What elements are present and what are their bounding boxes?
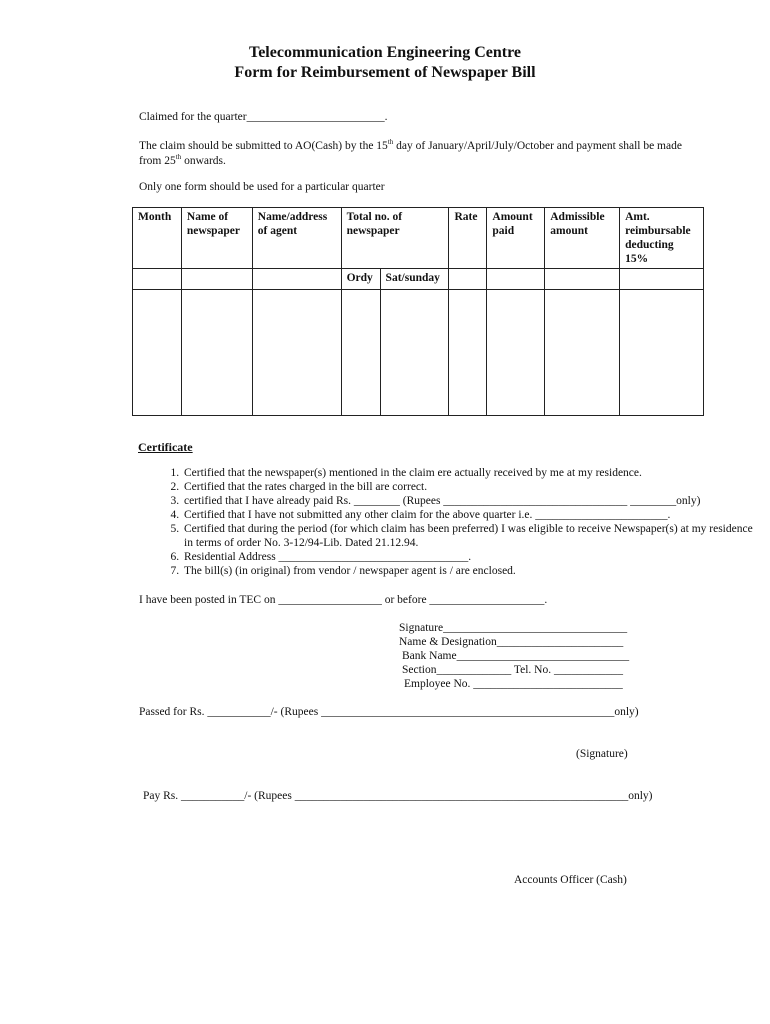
submission-instruction-line1: [139, 138, 682, 152]
col-ordy: Ordy: [341, 269, 380, 290]
entry-amount-paid[interactable]: [487, 290, 545, 416]
certificate-item: 5. Certified that during the period (for which claim has been preferred) I was eligible to receive Newspaper(s) at my residence in terms of order No. 3-12/94-Lib. Dated 21.12.94.: [182, 522, 762, 550]
cell-blank: [181, 269, 252, 290]
name-designation-field: Name & Designation______________________: [399, 636, 624, 648]
certificate-heading: Certificate: [138, 440, 193, 454]
signature-block: [399, 621, 629, 691]
submission-text-b: day of January/April/July/October and payment shall be made: [393, 139, 682, 152]
col-newspaper-name: Name of newspaper: [181, 208, 252, 269]
cell-blank: [620, 269, 704, 290]
entry-ordy[interactable]: [341, 290, 380, 416]
certificate-item: 7. The bill(s) (in original) from vendor / newspaper agent is / are enclosed.: [182, 564, 762, 578]
col-total-newspaper: Total no. of newspaper: [341, 208, 449, 269]
entry-admissible-amount[interactable]: [545, 290, 620, 416]
certificate-item: 2. Certified that the rates charged in the bill are correct.: [182, 480, 762, 494]
employee-no-field: Employee No. __________________________: [404, 678, 623, 690]
certificate-item: 6. Residential Address _________________________________.: [182, 550, 762, 564]
entry-amt-reimbursable[interactable]: [620, 290, 704, 416]
entry-agent[interactable]: [252, 290, 341, 416]
entry-month[interactable]: [133, 290, 182, 416]
certificate-item: 4. Certified that I have not submitted any other claim for the above quarter i.e. _______________________.: [182, 508, 762, 522]
pay-line: Pay Rs. ___________/- (Rupees __________________________________________________________only): [143, 790, 653, 802]
org-title: Telecommunication Engineering Centre: [249, 44, 521, 61]
col-sat-sunday: Sat/sunday: [380, 269, 449, 290]
submission-instruction-line2: [139, 153, 226, 167]
submission-text-c: from 25: [139, 154, 176, 167]
accounts-officer-label: Accounts Officer (Cash): [514, 874, 627, 886]
claimed-quarter-line: Claimed for the quarter________________________.: [139, 111, 388, 123]
signature-field: Signature________________________________: [399, 622, 628, 634]
col-month: Month: [133, 208, 182, 269]
cell-blank: [545, 269, 620, 290]
section-telno-field: Section_____________ Tel. No. ____________: [402, 664, 623, 676]
col-amt-reimbursable: Amt. reimbursable deducting 15%: [620, 208, 704, 269]
submission-text-d: onwards.: [181, 154, 226, 167]
submission-sup-a: th: [387, 138, 394, 146]
entry-rate[interactable]: [449, 290, 487, 416]
bank-name-field: Bank Name______________________________: [402, 650, 630, 662]
cell-blank: [449, 269, 487, 290]
entry-newspaper-name[interactable]: [181, 290, 252, 416]
col-rate: Rate: [449, 208, 487, 269]
table-entry-row: [133, 290, 704, 416]
passed-for-line: Passed for Rs. ___________/- (Rupees ___________________________________________________only): [139, 706, 639, 718]
certificate-item: 1. Certified that the newspaper(s) mentioned in the claim ere actually received by me at my residence.: [182, 466, 762, 480]
entry-sat-sunday[interactable]: [380, 290, 449, 416]
submission-text-a: The claim should be submitted to AO(Cash) by the 15: [139, 139, 388, 152]
certificate-list: [140, 466, 762, 578]
certificate-item: 3. certified that I have already paid Rs. ________ (Rupees ________________________________ ________only): [182, 494, 762, 508]
cell-blank: [252, 269, 341, 290]
cell-blank: [133, 269, 182, 290]
newspaper-bill-table: [132, 207, 704, 416]
one-form-note: Only one form should be used for a particular quarter: [139, 181, 385, 193]
posted-in-tec-line: I have been posted in TEC on __________________ or before ____________________.: [139, 594, 548, 606]
table-header-row: [133, 208, 704, 269]
table-subheader-row: [133, 269, 704, 290]
col-agent: Name/address of agent: [252, 208, 341, 269]
cell-blank: [487, 269, 545, 290]
col-amount-paid: Amount paid: [487, 208, 545, 269]
submission-sup-b: th: [175, 153, 182, 161]
form-title: Form for Reimbursement of Newspaper Bill: [234, 64, 536, 81]
col-admissible-amount: Admissible amount: [545, 208, 620, 269]
signature-label: (Signature): [576, 748, 628, 760]
